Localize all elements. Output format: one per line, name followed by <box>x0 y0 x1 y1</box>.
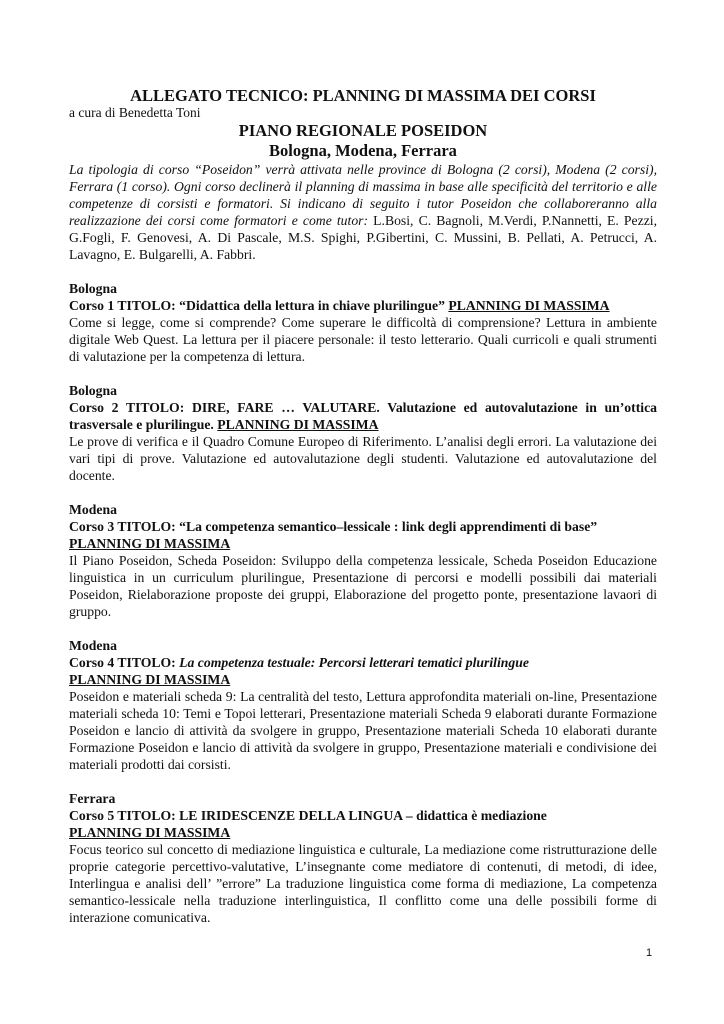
intro-paragraph <box>69 161 657 263</box>
course-section-5 <box>69 790 657 926</box>
course-title: Corso 1 TITOLO: “Didattica della lettura in chiave plurilingue” <box>69 298 449 313</box>
planning-label: PLANNING DI MASSIMA <box>217 417 379 432</box>
intro-text: La tipologia di corso “Poseidon” verrà attivata nelle province di Bologna (2 corsi), Modena (2 corsi), Ferrara (1 corso). Ogni corso declinerà il planning di massima in base alle specificità del territorio e alle competenze di corsisti e formatori. Si indicano di seguito i tutor Poseidon che collaboreranno alla realizzazione dei corsi come formatori e come tutor: <box>69 162 657 228</box>
course-heading <box>69 297 657 314</box>
planning-label: PLANNING DI MASSIMA <box>69 825 231 840</box>
course-title: Corso 4 TITOLO: <box>69 655 180 670</box>
planning-label: PLANNING DI MASSIMA <box>69 536 231 551</box>
course-title-italic: La competenza testuale: Percorsi letterari tematici plurilingue <box>179 655 529 670</box>
cities-title: Bologna, Modena, Ferrara <box>269 141 457 160</box>
course-city: Ferrara <box>69 791 116 806</box>
author-line: a cura di Benedetta Toni <box>69 105 201 120</box>
course-title: Corso 5 TITOLO: LE IRIDESCENZE DELLA LINGUA – didattica è mediazione <box>69 808 547 823</box>
course-section-4 <box>69 637 657 773</box>
course-city: Bologna <box>69 383 117 398</box>
document-title: ALLEGATO TECNICO: PLANNING DI MASSIMA DEI CORSI <box>130 86 596 105</box>
tutor-list: L.Bosi, C. Bagnoli, M.Verdi, P.Nannetti, E. Pezzi, G.Fogli, F. Genovesi, A. Di Pascale, M.S. Spighi, P.Gibertini, C. Mussini, B. Pellati, A. Petrucci, A. Lavagno, E. Bulgarelli, A. Fabbri. <box>69 213 657 262</box>
course-title: Corso 2 TITOLO: DIRE, FARE … VALUTARE. Valutazione ed autovalutazione in un’ottica trasversale e plurilingue. <box>69 400 657 432</box>
course-description: Focus teorico sul concetto di mediazione linguistica e culturale, La mediazione come ristrutturazione delle proprie categorie percettivo-valutative, L’insegnante come mediatore di contenuti, di metodi, di idee, Interlingua e analisi dell’ ”errore” La traduzione linguistica come forma di mediazione, La competenza semantico-lessicale nella traduzione interlinguistica, Il conflitto come una delle possibili forme di interazione comunicativa. <box>69 842 657 925</box>
course-city: Modena <box>69 502 117 517</box>
document-page <box>69 86 657 926</box>
course-description: Le prove di verifica e il Quadro Comune Europeo di Riferimento. L’analisi degli errori. La valutazione dei vari tipi di prove. Valutazione ed autovalutazione degli studenti. Valutazione ed autovalutazione del docente. <box>69 434 657 483</box>
course-description: Poseidon e materiali scheda 9: La centralità del testo, Lettura approfondita materiali on-line, Presentazione materiali scheda 10: Temi e Topoi letterari, Presentazione materiali Scheda 9 elaborati durante Formazione Poseidon e lancio di attività da svolgere in gruppo, Presentazione materiali Scheda 10 elaborati durante Formazione Poseidon e lancio di attività da svolgere in gruppo, Presentazione materiali e condivisione dei materiali prodotti dai corsisti. <box>69 689 657 772</box>
planning-label: PLANNING DI MASSIMA <box>69 672 231 687</box>
course-section-3 <box>69 501 657 620</box>
course-city: Bologna <box>69 281 117 296</box>
course-heading <box>69 654 657 671</box>
course-title: Corso 3 TITOLO: “La competenza semantico–lessicale : link degli apprendimenti di base” <box>69 519 598 534</box>
course-description: Il Piano Poseidon, Scheda Poseidon: Sviluppo della competenza lessicale, Scheda Poseidon Educazione linguistica in un curriculum plurilingue, Presentazione di percorsi e modelli possibili dai materiali Poseidon, Rielaborazione proposte dei gruppi, Elaborazione del progetto ponte, presentazione lavaori di gruppo. <box>69 553 657 619</box>
course-section-2 <box>69 382 657 484</box>
program-title: PIANO REGIONALE POSEIDON <box>238 121 488 140</box>
course-heading <box>69 399 657 433</box>
course-city: Modena <box>69 638 117 653</box>
page-number: 1 <box>646 947 653 959</box>
course-section-1 <box>69 280 657 365</box>
course-description: Come si legge, come si comprende? Come superare le difficoltà di comprensione? Lettura in ambiente digitale Web Quest. La lettura per il piacere personale: il testo letterario. Quali curricoli e quali strumenti di valutazione per la competenza di lettura. <box>69 315 657 364</box>
planning-label: PLANNING DI MASSIMA <box>448 298 610 313</box>
